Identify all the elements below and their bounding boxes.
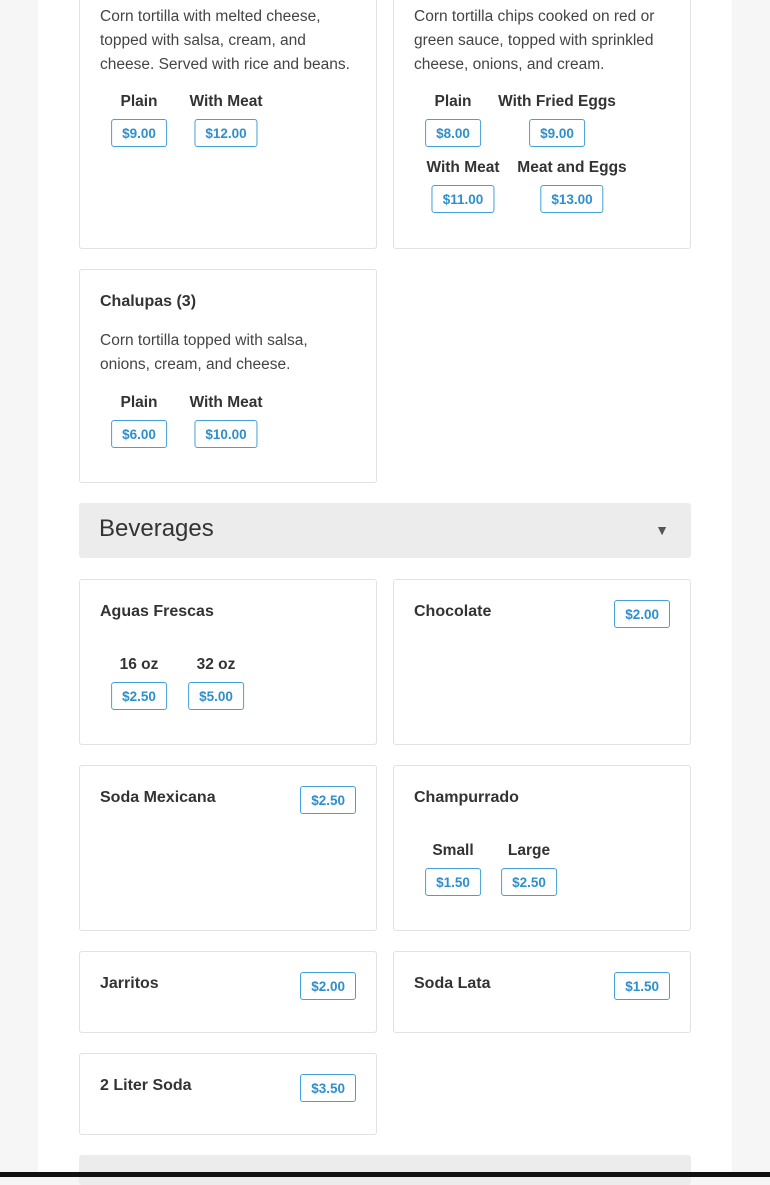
item-title: Aguas Frescas [100,603,214,620]
option-label: Large [507,842,551,859]
price-button[interactable]: $11.00 [432,185,495,213]
item-title: Soda Mexicana [100,789,216,806]
option-label: Plain [120,394,158,411]
item-title: Chalupas (3) [100,293,197,310]
option-label: 16 oz [119,656,159,673]
item-title: Soda Lata [414,975,491,992]
item-description: Corn tortilla chips cooked on red or green sauce, topped with sprinkled cheese, onions, and cream. [414,8,655,73]
price-button[interactable]: $2.50 [501,868,557,896]
menu-item-card [79,269,377,483]
price-option [111,93,167,147]
bottom-edge [0,1172,770,1177]
option-label: Plain [120,93,158,110]
item-title: 2 Liter Soda [100,1077,192,1094]
price-button[interactable]: $1.50 [614,972,670,1000]
price-button[interactable]: $2.00 [300,972,356,1000]
menu-item-card [79,951,377,1033]
option-label: With Fried Eggs [498,93,616,110]
price-option [498,93,616,147]
option-label: With Meat [189,394,263,411]
item-description: Corn tortilla topped with salsa, onions, cream, and cheese. [100,332,308,373]
menu-item-card [79,765,377,931]
price-option [188,656,244,710]
price-option [111,656,167,710]
menu-item-card [393,765,691,931]
item-title: Jarritos [100,975,159,992]
option-label: With Meat [426,159,500,176]
item-title: Champurrado [414,789,519,806]
price-button[interactable]: $3.50 [300,1074,356,1102]
price-button[interactable]: $12.00 [194,119,257,147]
price-option [426,159,499,213]
price-button[interactable]: $1.50 [425,868,481,896]
price-option [111,394,167,448]
price-button[interactable]: $2.50 [111,682,167,710]
menu-item-card [393,579,691,745]
price-option [517,159,626,213]
menu-item-card [79,1053,377,1135]
price-option [425,842,481,896]
price-button[interactable]: $9.00 [111,119,167,147]
item-title: Chocolate [414,603,492,620]
option-label: With Meat [189,93,263,110]
price-button[interactable]: $6.00 [111,420,167,448]
price-button[interactable]: $5.00 [188,682,244,710]
price-option [501,842,557,896]
price-button[interactable]: $2.00 [614,600,670,628]
menu-item-card [393,951,691,1033]
price-button[interactable]: $2.50 [300,786,356,814]
price-option [189,394,262,448]
price-button[interactable]: $9.00 [529,119,585,147]
section-header-beverages[interactable] [79,503,691,558]
option-label: Meat and Eggs [517,159,627,176]
price-button[interactable]: $8.00 [425,119,481,147]
item-description: Corn tortilla with melted cheese, topped with salsa, cream, and cheese. Served with rice and beans. [100,8,350,73]
option-label: 32 oz [196,656,236,673]
option-label: Plain [434,93,472,110]
price-button[interactable]: $13.00 [540,185,603,213]
menu-item-card [393,0,691,249]
price-button[interactable]: $10.00 [194,420,257,448]
chevron-down-icon[interactable]: ▼ [655,522,669,538]
menu-page [38,0,732,1177]
section-header-next[interactable] [79,1155,691,1185]
price-option [425,93,481,147]
price-option [189,93,262,147]
menu-item-card [79,0,377,249]
menu-item-card [79,579,377,745]
section-title: Beverages [99,515,214,542]
option-label: Small [432,842,474,859]
